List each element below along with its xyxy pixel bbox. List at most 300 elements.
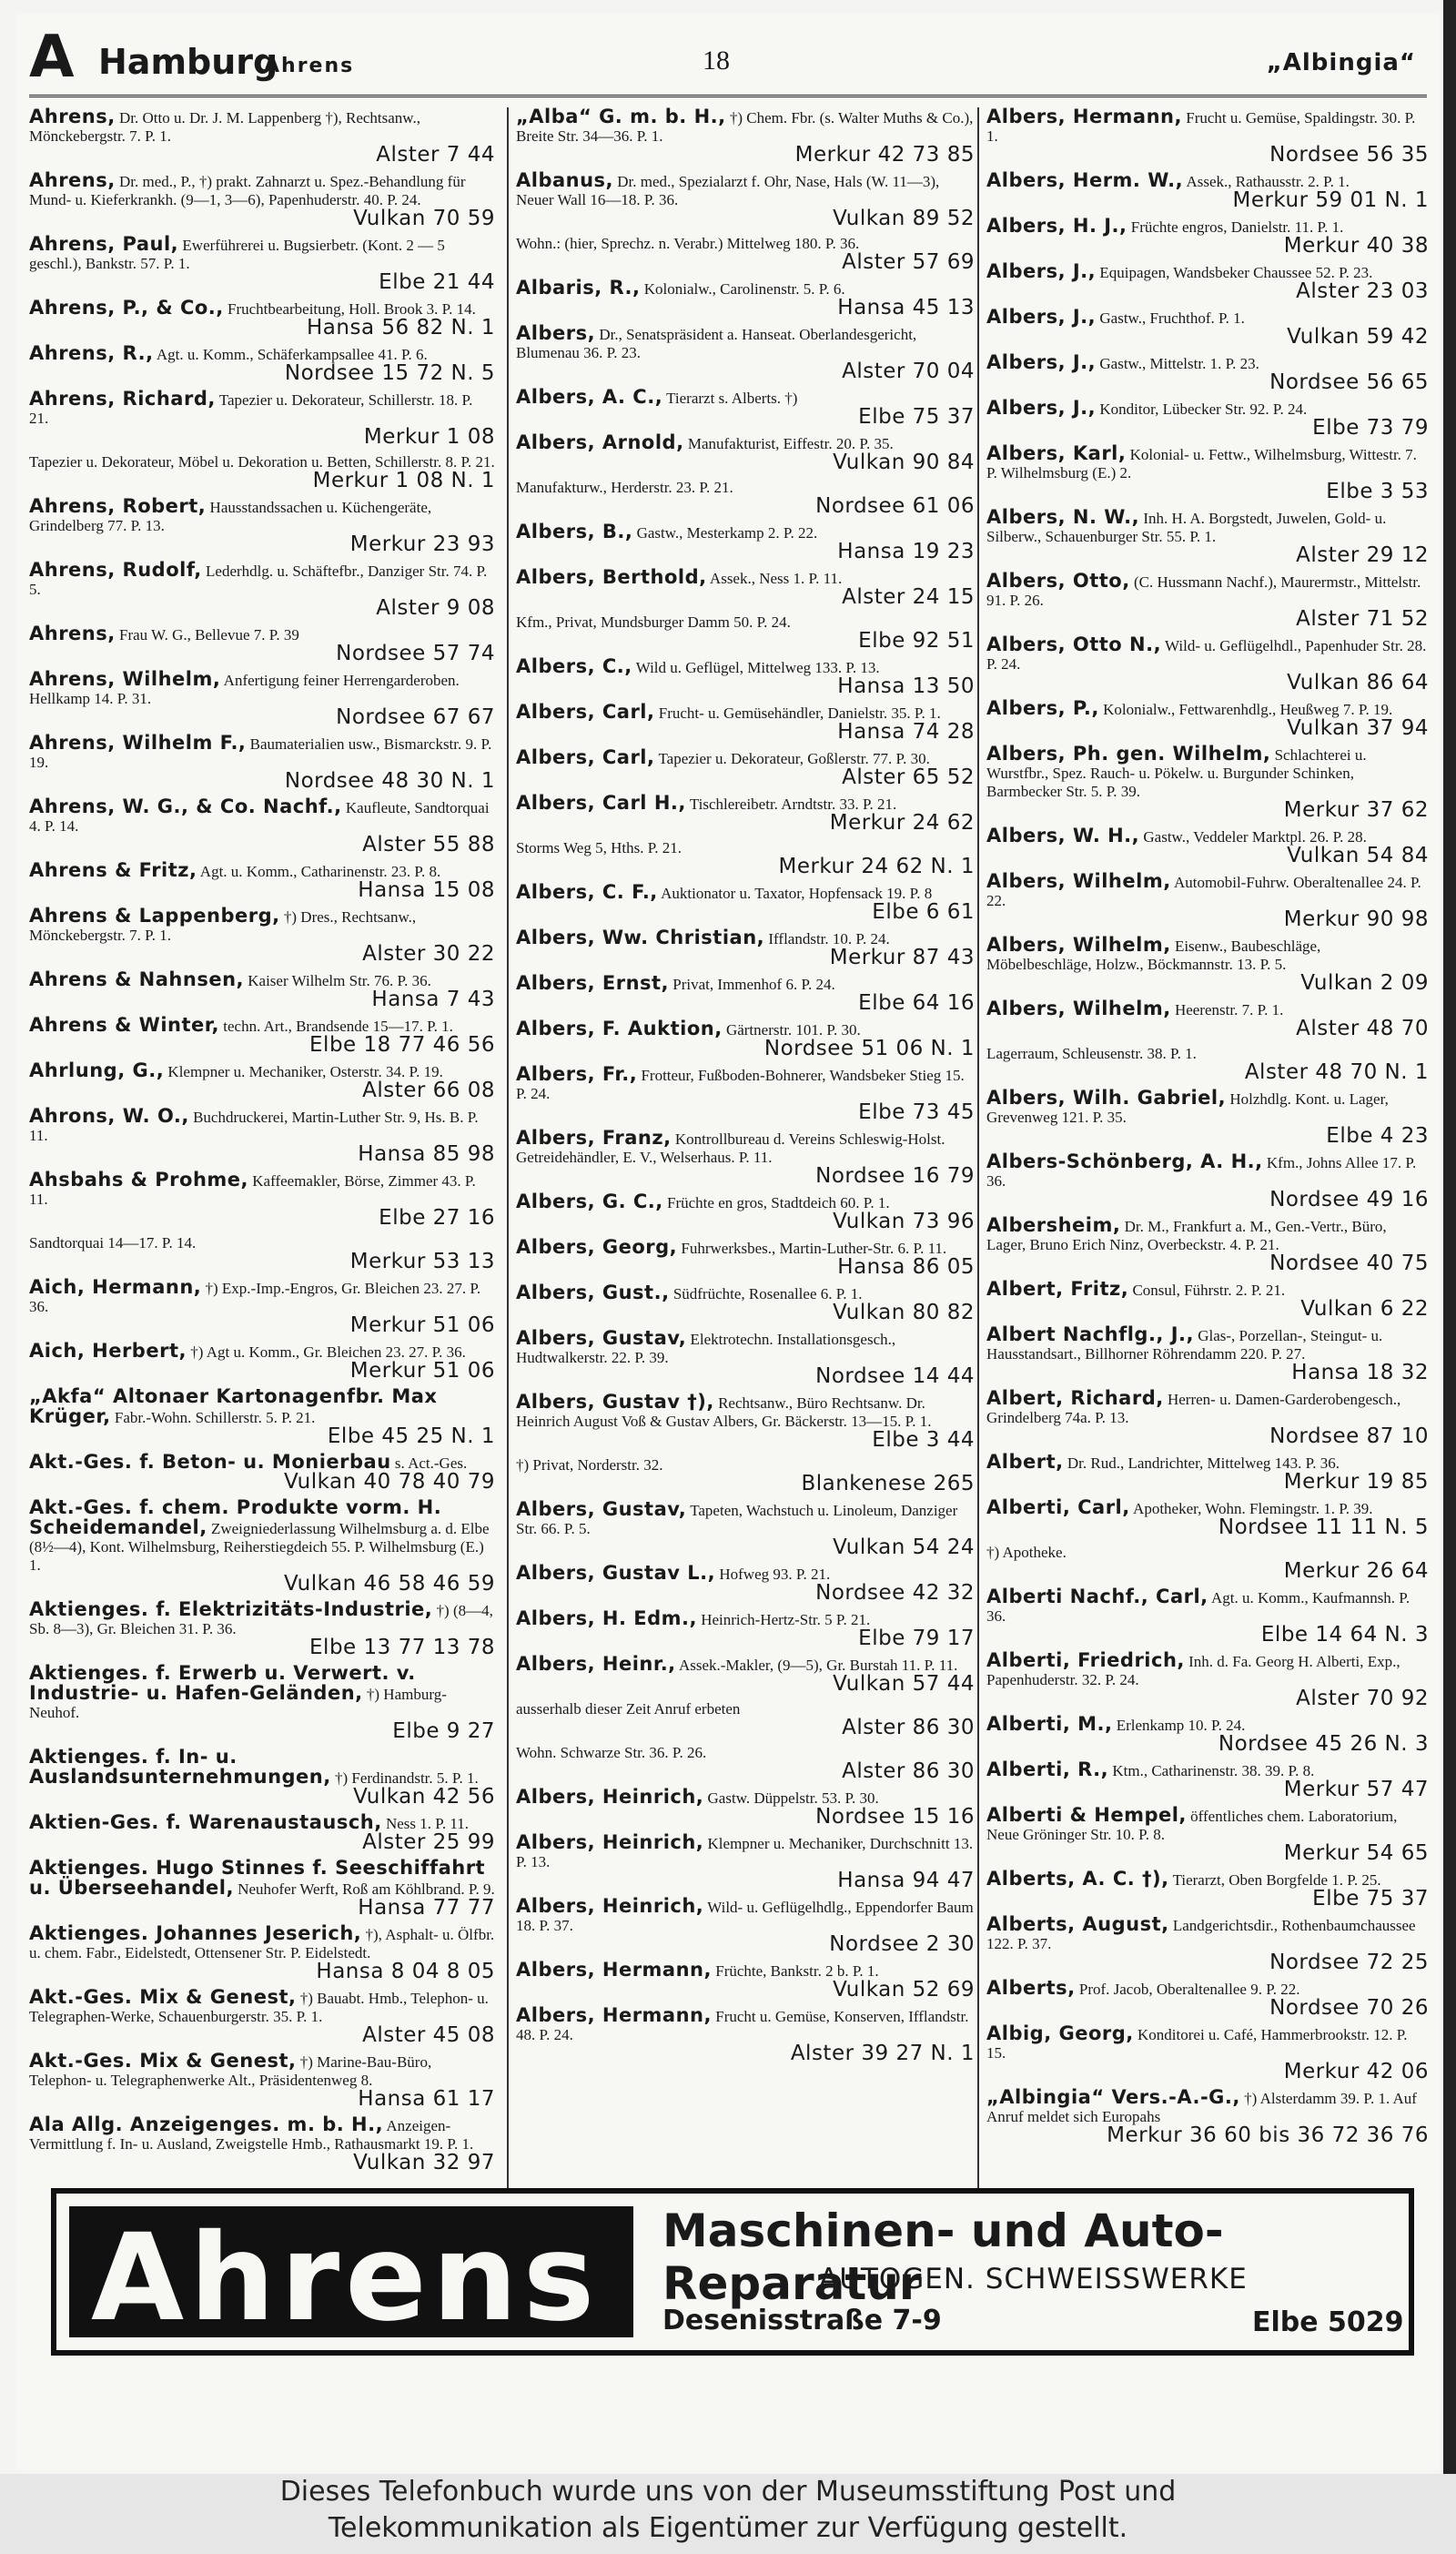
listing-entry bbox=[516, 1063, 975, 1124]
entry-phone: Merkur 53 13 bbox=[349, 1250, 495, 1273]
listing-entry bbox=[516, 1498, 975, 1559]
entry-phone: Merkur 59 01 N. 1 bbox=[1232, 188, 1429, 212]
entry-detail: †) Marine-Bau-Büro, Telephon- u. Telegraphenwerke Alt., Präsidentenweg 8. bbox=[29, 2053, 432, 2089]
entry-phone: Merkur 19 85 bbox=[1283, 1470, 1429, 1494]
entry-detail: Frucht- u. Gemüsehändler, Danielstr. 35. P. 1. bbox=[658, 704, 941, 722]
entry-phone: Nordsee 61 06 bbox=[815, 494, 975, 518]
entry-phone: Nordsee 56 65 bbox=[1269, 370, 1429, 394]
entry-detail: Fruchtbearbeitung, Holl. Brook 3. P. 14. bbox=[228, 300, 476, 318]
listing-entry bbox=[29, 1811, 495, 1854]
entry-name: Ahsbahs & Prohme, bbox=[29, 1169, 249, 1191]
entry-detail: Schlachterei u. Wurstfbr., Spez. Rauch- u. Pökelw. u. Burgunder Schinken, Barmbecker Str. 5. P. 39. bbox=[986, 746, 1367, 800]
entry-phone: Elbe 92 51 bbox=[858, 629, 975, 653]
page-header bbox=[29, 24, 1427, 97]
entry-detail: Herren- u. Damen-Garderobengesch., Grindelberg 74a. P. 13. bbox=[986, 1391, 1401, 1426]
listing-entry bbox=[986, 999, 1429, 1038]
entry-name: Albers, Ernst, bbox=[516, 972, 670, 994]
listing-entry bbox=[986, 1387, 1429, 1448]
listing-entry bbox=[29, 1496, 495, 1596]
listing-entry bbox=[986, 306, 1429, 349]
entry-phone: Alster 24 15 bbox=[842, 585, 975, 609]
entry-name: Albers, P., bbox=[986, 697, 1099, 719]
listing-entry bbox=[516, 881, 975, 924]
footer-line-2: Telekommunikation als Eigentümer zur Verfügung gestellt. bbox=[328, 2512, 1128, 2544]
entry-detail: Fabr.-Wohn. Schillerstr. 5. P. 21. bbox=[114, 1409, 316, 1426]
entry-phone: Nordsee 15 16 bbox=[815, 1805, 975, 1829]
entry-phone: Elbe 75 37 bbox=[1312, 1887, 1429, 1910]
entry-detail: Ness 1. P. 11. bbox=[385, 1815, 469, 1832]
entry-name: Ahrens, Wilhelm, bbox=[29, 668, 221, 690]
entry-phone: Alster 29 12 bbox=[1296, 543, 1429, 567]
entry-detail: Kfm., Privat, Mundsburger Damm 50. P. 24. bbox=[516, 613, 791, 631]
entry-phone: Alster 57 69 bbox=[842, 250, 975, 274]
entry-detail: Privat, Immenhof 6. P. 24. bbox=[672, 976, 835, 993]
entry-detail: s. Act.-Ges. bbox=[394, 1454, 468, 1472]
entry-phone: Elbe 13 77 13 78 bbox=[309, 1636, 495, 1659]
entry-detail: Consul, Führstr. 2. P. 21. bbox=[1132, 1282, 1286, 1299]
entry-phone: Nordsee 70 26 bbox=[1269, 1996, 1429, 2020]
entry-name: Albers, G. C., bbox=[516, 1191, 663, 1212]
entry-detail: Elektrotechn. Installationsgesch., Hudtwalkerstr. 22. P. 39. bbox=[516, 1331, 896, 1366]
entry-name: Ahrens, Robert, bbox=[29, 495, 207, 517]
entry-detail: Dr. Rud., Landrichter, Mittelweg 143. P. 36. bbox=[1067, 1454, 1340, 1472]
entry-detail: Lagerraum, Schleusenstr. 38. P. 1. bbox=[986, 1045, 1197, 1062]
entry-name: Ahrens, bbox=[29, 107, 116, 127]
entry-phone: Merkur 42 06 bbox=[1283, 2060, 1429, 2083]
entry-phone: Merkur 1 08 N. 1 bbox=[312, 469, 495, 492]
listing-entry bbox=[516, 928, 975, 967]
entry-detail: Agt. u. Komm., Kaufmannsh. P. 36. bbox=[986, 1589, 1410, 1625]
listing-entry bbox=[516, 1283, 975, 1322]
listing-entry bbox=[516, 839, 975, 876]
listing-entry bbox=[29, 1340, 495, 1383]
entry-name: Albers, Fr., bbox=[516, 1063, 638, 1085]
listing-entry bbox=[986, 351, 1429, 394]
entry-name: Albers, H. Edm., bbox=[516, 1607, 697, 1629]
entry-detail: Frotteur, Fußboden-Bohnerer, Wandsbeker Stieg 15. P. 24. bbox=[516, 1067, 965, 1102]
entry-detail: †) Exp.-Imp.-Engros, Gr. Bleichen 23. 27. P. 36. bbox=[29, 1280, 481, 1315]
entry-detail: Hausstandssachen u. Küchengeräte, Grindelberg 77. P. 13. bbox=[29, 499, 432, 534]
footer-note bbox=[0, 2474, 1456, 2554]
entry-detail: Baumaterialien usw., Bismarckstr. 9. P. 19. bbox=[29, 735, 492, 771]
entry-detail: Kaufleute, Sandtorquai 4. P. 14. bbox=[29, 799, 490, 835]
entry-detail: Konditor, Lübecker Str. 92. P. 24. bbox=[1099, 400, 1308, 418]
ad-brand: Ahrens bbox=[91, 2208, 601, 2348]
entry-name: Albers, Wilh. Gabriel, bbox=[986, 1087, 1227, 1109]
entry-name: „Albingia“ Vers.-A.-G., bbox=[986, 2086, 1240, 2108]
entry-name: Albers, Carl, bbox=[516, 746, 655, 768]
listing-entry bbox=[516, 1327, 975, 1388]
entry-phone: Hansa 45 13 bbox=[837, 296, 975, 319]
entry-detail: Agt. u. Komm., Schäferkampsallee 41. P. 6. bbox=[156, 346, 428, 363]
entry-phone: Elbe 3 44 bbox=[872, 1428, 975, 1452]
listing-entry bbox=[986, 1045, 1429, 1084]
entry-phone: Merkur 24 62 N. 1 bbox=[778, 855, 975, 878]
listing-entry bbox=[29, 1986, 495, 2047]
entry-phone: Alster 7 44 bbox=[376, 143, 495, 167]
entry-phone: Vulkan 54 24 bbox=[833, 1535, 975, 1559]
entry-detail: Kaiser Wilhelm Str. 76. P. 36. bbox=[248, 972, 431, 989]
entry-detail: Anzeigen-Vermittlung f. In- u. Ausland, Zweigstelle Hmb., Rathausmarkt 19. P. 1. bbox=[29, 2117, 474, 2153]
listing-entry bbox=[986, 1278, 1429, 1321]
entry-phone: Elbe 79 17 bbox=[858, 1627, 975, 1650]
entry-phone: Alster 30 22 bbox=[362, 942, 495, 966]
listing-entry bbox=[986, 697, 1429, 740]
entry-phone: Merkur 26 64 bbox=[1283, 1559, 1429, 1583]
entry-phone: Alster 70 04 bbox=[842, 360, 975, 383]
entry-name: Ahrens, R., bbox=[29, 342, 154, 364]
entry-name: Albers, Otto, bbox=[986, 570, 1130, 592]
entry-detail: P. 24. bbox=[387, 191, 421, 208]
entry-name: Albers, B., bbox=[516, 521, 633, 542]
entry-phone: Vulkan 59 42 bbox=[1287, 325, 1429, 349]
entry-detail: †) Alsterdamm 39. P. 1. Auf Anruf meldet sich Europahs bbox=[986, 2090, 1417, 2125]
entry-phone: Merkur 1 08 bbox=[363, 425, 495, 449]
entry-detail: Rechtsanw., Büro Rechtsanw. Dr. Heinrich August Voß & Gustav Albers, Gr. Bäckerstr. 13—15. P. 1. bbox=[516, 1394, 932, 1430]
entry-name: „Akfa“ Altonaer Kartonagenfbr. Max Krüger, bbox=[29, 1385, 438, 1427]
entry-name: Albers, Wilhelm, bbox=[986, 870, 1171, 892]
entry-name: Albers, Heinrich, bbox=[516, 1895, 704, 1917]
entry-name: Albers, Franz, bbox=[516, 1127, 672, 1149]
entry-name: Alberti, Carl, bbox=[986, 1496, 1130, 1518]
entry-detail: Südfrüchte, Rosenallee 6. P. 1. bbox=[672, 1285, 863, 1302]
entry-detail: Gastw. Düppelstr. 53. P. 30. bbox=[707, 1789, 879, 1807]
entry-name: Albers, C., bbox=[516, 655, 632, 677]
listing-entry bbox=[29, 2115, 495, 2172]
entry-name: Albers, J., bbox=[986, 306, 1097, 328]
entry-phone: Merkur 57 47 bbox=[1283, 1778, 1429, 1801]
entry-phone: Nordsee 87 10 bbox=[1269, 1424, 1429, 1448]
entry-phone: Merkur 23 93 bbox=[349, 532, 495, 556]
entry-phone: Nordsee 16 79 bbox=[815, 1164, 975, 1188]
entry-name: Ahrlung, G., bbox=[29, 1059, 165, 1081]
entry-phone: Nordsee 42 32 bbox=[815, 1581, 975, 1605]
listing-entry bbox=[516, 1744, 975, 1783]
entry-detail: Wohn.: (hier, Sprechz. n. Verabr.) Mittelweg 180. P. 36. bbox=[516, 235, 860, 252]
listing-entry bbox=[516, 1607, 975, 1650]
entry-detail: Storms Weg 5, Hths. P. 21. bbox=[516, 839, 682, 856]
entry-detail: Wild- u. Geflügelhdlg., Eppendorfer Baum 18. P. 37. bbox=[516, 1899, 974, 1934]
listing-entry bbox=[986, 1804, 1429, 1865]
entry-phone: Alster 25 99 bbox=[362, 1830, 495, 1854]
entry-phone: Nordsee 45 26 N. 3 bbox=[1218, 1732, 1429, 1756]
entry-phone: Alster 65 52 bbox=[842, 765, 975, 789]
page-number: 18 bbox=[703, 46, 730, 76]
entry-name: Ahrens, Paul, bbox=[29, 233, 179, 255]
entry-detail: Auktionator u. Taxator, Hopfensack 19. P. 8 bbox=[661, 885, 933, 902]
entry-name: Albers, J., bbox=[986, 260, 1097, 282]
listing-entry bbox=[986, 1586, 1429, 1647]
entry-phone: Vulkan 32 97 bbox=[353, 2151, 495, 2174]
listing-entry bbox=[986, 1152, 1429, 1209]
entry-phone: Hansa 85 98 bbox=[358, 1142, 495, 1166]
entry-detail: †) Agt u. Komm., Gr. Bleichen 23. 27. P. 36. bbox=[190, 1343, 466, 1361]
entry-name: Albers, Heinrich, bbox=[516, 1831, 704, 1853]
listing-entry bbox=[986, 1451, 1429, 1494]
entry-phone: Nordsee 51 06 N. 1 bbox=[763, 1037, 975, 1060]
entry-phone: Hansa 94 47 bbox=[837, 1869, 975, 1892]
listing-entry bbox=[516, 746, 975, 789]
listing-entry bbox=[986, 506, 1429, 567]
listing-entry bbox=[516, 655, 975, 698]
entry-phone: Merkur 37 62 bbox=[1283, 798, 1429, 822]
entry-detail: Neuhofer Werft, Roß am Köhlbrand. P. 9. bbox=[238, 1880, 495, 1898]
entry-detail: Heerenstr. 7. P. 1. bbox=[1174, 1001, 1284, 1019]
listing-entry bbox=[986, 260, 1429, 303]
entry-detail: Tapezier u. Dekorateur, Goßlerstr. 77. P. 30. bbox=[658, 750, 930, 767]
listing-entry bbox=[516, 972, 975, 1015]
ad-service: Maschinen- und Auto-Reparatur bbox=[662, 2204, 1224, 2310]
listing-entry bbox=[516, 1786, 975, 1829]
entry-phone: Blankenese 265 bbox=[801, 1472, 975, 1495]
entry-name: Alberts, August, bbox=[986, 1913, 1169, 1935]
entry-phone: Nordsee 2 30 bbox=[829, 1932, 975, 1956]
entry-detail: Assek.-Makler, (9—5), Gr. Burstah 11. P. 11. bbox=[678, 1657, 958, 1674]
listing-entry bbox=[516, 235, 975, 274]
entry-phone: Elbe 4 23 bbox=[1326, 1124, 1429, 1148]
entry-detail: Wild u. Geflügel, Mittelweg 133. P. 13. bbox=[635, 659, 880, 676]
entry-phone: Nordsee 67 67 bbox=[336, 705, 495, 729]
entry-name: Ahrens, Rudolf, bbox=[29, 559, 202, 581]
entry-name: Alberti, M., bbox=[986, 1713, 1113, 1735]
listing-entry bbox=[986, 743, 1429, 822]
entry-phone: Nordsee 49 16 bbox=[1269, 1188, 1429, 1211]
entry-name: Albers, Gustav †), bbox=[516, 1391, 714, 1413]
entry-detail: †) Chem. Fbr. (s. Walter Muths & Co.), Breite Str. 34—36. P. 1. bbox=[516, 109, 974, 145]
entry-name: Ahrens, P., & Co., bbox=[29, 297, 224, 319]
entry-detail: Erlenkamp 10. P. 24. bbox=[1116, 1717, 1246, 1734]
listing-entry bbox=[516, 171, 975, 228]
entry-phone: Nordsee 11 11 N. 5 bbox=[1218, 1515, 1429, 1539]
entry-phone: Vulkan 90 84 bbox=[833, 451, 975, 474]
entry-phone: Elbe 9 27 bbox=[392, 1719, 495, 1743]
entry-name: Albers, Wilhelm, bbox=[986, 934, 1171, 956]
entry-detail: Gärtnerstr. 101. P. 30. bbox=[725, 1021, 861, 1039]
entry-detail: Manufakturw., Herderstr. 23. P. 21. bbox=[516, 479, 733, 496]
listing-entry bbox=[986, 1870, 1429, 1908]
entry-detail: techn. Art., Brandsende 15—17. P. 1. bbox=[223, 1018, 453, 1035]
entry-name: Albers, Carl H., bbox=[516, 792, 686, 814]
listing-entry bbox=[29, 624, 495, 663]
entry-detail: Kolonial- u. Fettw., Wilhelmsburg, Wittestr. 7. P. Wilhelmsburg (E.) 2. bbox=[986, 446, 1417, 481]
listing-entry bbox=[29, 1276, 495, 1337]
entry-phone: Vulkan 70 59 bbox=[353, 207, 495, 230]
listing-entry bbox=[29, 1746, 495, 1809]
entry-phone: Hansa 8 04 8 05 bbox=[316, 1960, 495, 1983]
entry-detail: Lederhdlg. u. Schäftefbr., Danziger Str. 74. P. 5. bbox=[29, 562, 488, 598]
listing-entry bbox=[516, 613, 975, 653]
entry-name: Aktienges. Hugo Stinnes f. Seeschiffahrt u. Überseehandel, bbox=[29, 1857, 486, 1899]
entry-name: Ahrens & Fritz, bbox=[29, 859, 197, 881]
listing-entry bbox=[516, 386, 975, 429]
listing-entry bbox=[516, 279, 975, 317]
entry-name: Albers, W. H., bbox=[986, 825, 1140, 846]
entry-phone: Merkur 42 73 85 bbox=[794, 143, 975, 167]
entry-phone: Nordsee 72 25 bbox=[1269, 1951, 1429, 1974]
listing-entry bbox=[516, 1895, 975, 1956]
scan-edge bbox=[1443, 0, 1456, 2474]
entry-phone: Hansa 86 05 bbox=[837, 1255, 975, 1279]
entry-phone: Vulkan 46 58 46 59 bbox=[283, 1572, 495, 1596]
listing-entry bbox=[29, 388, 495, 449]
entry-phone: Alster 39 27 N. 1 bbox=[790, 2042, 975, 2065]
listing-entry bbox=[516, 479, 975, 518]
entry-phone: Elbe 14 64 N. 3 bbox=[1260, 1623, 1429, 1647]
entry-phone: Elbe 27 16 bbox=[379, 1206, 495, 1230]
entry-detail: Sandtorquai 14—17. P. 14. bbox=[29, 1234, 197, 1252]
entry-phone: Vulkan 2 09 bbox=[1300, 971, 1429, 995]
entry-phone: Elbe 75 37 bbox=[858, 405, 975, 429]
entry-detail: Manufakturist, Eiffestr. 20. P. 35. bbox=[687, 435, 894, 452]
listing-entry bbox=[986, 107, 1429, 167]
entry-detail: Prof. Jacob, Oberaltenallee 9. P. 22. bbox=[1078, 1981, 1300, 1998]
entry-detail: Tierarzt s. Alberts. †) bbox=[666, 390, 798, 407]
entry-detail: Gastw., Mesterkamp 2. P. 22. bbox=[636, 524, 818, 542]
listing-entry bbox=[29, 1169, 495, 1230]
entry-detail: Früchte, Bankstr. 2 b. P. 1. bbox=[715, 1962, 879, 1980]
listing-entry bbox=[986, 1713, 1429, 1756]
directory-page bbox=[16, 13, 1440, 2470]
entry-name: Aich, Hermann, bbox=[29, 1276, 202, 1298]
entry-name: Albers, J., bbox=[986, 397, 1097, 419]
entry-phone: Elbe 73 45 bbox=[858, 1100, 975, 1124]
entry-detail: Frucht u. Gemüse, Konserven, Ifflandstr. 48. P. 24. bbox=[516, 2008, 969, 2043]
entry-detail: †) Bauabt. Hmb., Telephon- u. Telegraphen-Werke, Schauenburgerstr. 35. P. 1. bbox=[29, 1990, 489, 2025]
entry-detail: Inh. H. A. Borgstedt, Juwelen, Gold- u. Silberw., Schauenburger Str. 55. P. 1. bbox=[986, 510, 1387, 545]
entry-phone: Vulkan 54 84 bbox=[1287, 844, 1429, 867]
listing-entry bbox=[516, 522, 975, 561]
entry-detail: Gastw., Veddeler Marktpl. 26. P. 28. bbox=[1143, 828, 1367, 846]
listing-entry bbox=[986, 169, 1429, 212]
entry-phone: Merkur 51 06 bbox=[349, 1313, 495, 1337]
entry-name: Akt.-Ges. Mix & Genest, bbox=[29, 1986, 297, 2008]
listing-entry bbox=[29, 2050, 495, 2111]
entry-detail: Apotheker, Wohn. Flemingstr. 1. P. 39. bbox=[1133, 1500, 1373, 1517]
listing-entry bbox=[516, 322, 975, 383]
entry-detail: Gastw., Mittelstr. 1. P. 23. bbox=[1099, 355, 1259, 372]
listing-entry bbox=[29, 1061, 495, 1100]
listing-entry bbox=[986, 397, 1429, 440]
listing-entry bbox=[986, 870, 1429, 931]
entry-name: Albert, bbox=[986, 1451, 1064, 1473]
entry-detail: Kolonialw., Fettwarenhdlg., Heußweg 7. P. 19. bbox=[1103, 701, 1393, 718]
entry-detail: Landgerichtsdir., Rothenbaumchaussee 122. P. 37. bbox=[986, 1917, 1416, 1952]
listing-entry bbox=[29, 1451, 495, 1494]
entry-detail: Tischlereibetr. Arndtstr. 33. P. 21. bbox=[689, 796, 897, 813]
entry-detail: Dr., Senatspräsident a. Hanseat. Oberlandesgericht, Blumenau 36. P. 23. bbox=[516, 326, 917, 361]
entry-detail: Assek., Ness 1. P. 11. bbox=[709, 570, 843, 587]
city-title: Hamburg bbox=[98, 42, 278, 82]
entry-name: Ahrens, W. G., & Co. Nachf., bbox=[29, 796, 342, 817]
entry-detail: Buchdruckerei, Martin-Luther Str. 9, Hs. B. P. 11. bbox=[29, 1109, 479, 1144]
entry-phone: Alster 23 03 bbox=[1296, 279, 1429, 303]
listing-entry bbox=[516, 107, 975, 167]
entry-name: Ahrens, Wilhelm F., bbox=[29, 732, 247, 754]
entry-detail: †) Apotheke. bbox=[986, 1544, 1067, 1561]
advertisement bbox=[51, 2188, 1414, 2356]
listing-entry bbox=[516, 1391, 975, 1452]
listing-entry bbox=[516, 1653, 975, 1696]
entry-phone: Merkur 24 62 bbox=[829, 811, 975, 835]
listing-entry bbox=[29, 1385, 495, 1448]
entry-phone: Vulkan 6 22 bbox=[1300, 1297, 1429, 1321]
listing-entry bbox=[516, 701, 975, 744]
entry-name: Albanus, bbox=[516, 169, 614, 191]
entry-phone: Alster 86 30 bbox=[842, 1716, 975, 1739]
entry-phone: Hansa 19 23 bbox=[837, 540, 975, 563]
column-2 bbox=[507, 107, 975, 2237]
entry-name: Albers, Hermann, bbox=[986, 107, 1182, 127]
entry-name: Aich, Herbert, bbox=[29, 1340, 187, 1362]
entry-name: Alberti, Friedrich, bbox=[986, 1649, 1185, 1671]
entry-phone: Vulkan 80 82 bbox=[833, 1301, 975, 1324]
entry-detail: Früchte en gros, Stadtdeich 60. P. 1. bbox=[667, 1194, 890, 1211]
listing-entry bbox=[516, 431, 975, 474]
listing-entry bbox=[516, 1562, 975, 1605]
entry-detail: †) Dres., Rechtsanw., Mönckebergstr. 7. P. 1. bbox=[29, 908, 417, 944]
listing-entry bbox=[29, 107, 495, 167]
listing-entry bbox=[986, 1760, 1429, 1799]
entry-phone: Vulkan 37 94 bbox=[1287, 716, 1429, 740]
entry-name: Ahrons, W. O., bbox=[29, 1105, 189, 1127]
entry-detail: Zweigniederlassung Wilhelmsburg a. d. Elbe (8½—4), Kont. Wilhelmsburg, Reiherstiegdeich 55. P. Wilhelmsburg (E.) 1. bbox=[29, 1520, 490, 1574]
listing-entry bbox=[29, 297, 495, 340]
entry-phone: Vulkan 57 44 bbox=[833, 1672, 975, 1696]
listing-entry bbox=[29, 233, 495, 294]
entry-name: Albers, Ww. Christian, bbox=[516, 927, 765, 948]
listing-entry bbox=[986, 2086, 1429, 2147]
listing-entry bbox=[986, 1651, 1429, 1708]
listing-entry bbox=[516, 1959, 975, 2002]
listing-entry bbox=[29, 1924, 495, 1981]
entry-phone: Elbe 64 16 bbox=[858, 991, 975, 1015]
listing-entry bbox=[986, 215, 1429, 258]
entry-detail: Holzhdlg. Kont. u. Lager, Grevenweg 121. P. 35. bbox=[986, 1090, 1389, 1126]
listing-entry bbox=[29, 1857, 495, 1920]
entry-phone: Alster 9 08 bbox=[376, 596, 495, 620]
entry-phone: Merkur 40 38 bbox=[1283, 234, 1429, 258]
entry-phone: Nordsee 15 72 N. 5 bbox=[284, 361, 495, 385]
entry-name: Albers, Berthold, bbox=[516, 566, 707, 588]
entry-name: Albers, Hermann, bbox=[516, 2004, 712, 2026]
listing-entry bbox=[29, 1105, 495, 1166]
entry-phone: Hansa 13 50 bbox=[837, 674, 975, 698]
entry-phone: Hansa 74 28 bbox=[837, 720, 975, 744]
entry-phone: Hansa 7 43 bbox=[371, 988, 495, 1011]
entry-name: Albers, Otto N., bbox=[986, 633, 1162, 655]
listing-entry bbox=[29, 905, 495, 966]
ad-street: Desenisstraße 7-9 bbox=[662, 2305, 942, 2336]
listing-entry bbox=[986, 1977, 1429, 2020]
entry-detail: Tapeten, Wachstuch u. Linoleum, Danziger Str. 66. P. 5. bbox=[516, 1502, 958, 1537]
entry-phone: Nordsee 14 44 bbox=[815, 1364, 975, 1388]
entry-detail: Dr. med., P., †) prakt. Zahnarzt u. Spez.-Behandlung für Mund- u. Kieferkrankh. (9—1, 3—6), Papenhuderstr. 40. bbox=[29, 173, 466, 208]
entry-detail: †) Ferdinandstr. 5. P. 1. bbox=[334, 1769, 479, 1787]
entry-detail: Dr. med., Spezialarzt f. Ohr, Nase, Hals (W. 11—3), Neuer Wall 16—18. P. 36. bbox=[516, 173, 940, 208]
column-3 bbox=[977, 107, 1429, 2237]
entry-phone: Hansa 56 82 N. 1 bbox=[307, 316, 495, 340]
entry-detail: Dr. M., Frankfurt a. M., Gen.-Vertr., Büro, Lager, Bruno Erich Ninz, Overbeckstr. 4. P. 21. bbox=[986, 1218, 1387, 1253]
entry-phone: Merkur 90 98 bbox=[1283, 907, 1429, 931]
entry-name: Albert, Richard, bbox=[986, 1387, 1164, 1409]
entry-phone: Vulkan 52 69 bbox=[833, 1978, 975, 2002]
listing-entry bbox=[516, 1236, 975, 1279]
entry-name: Ahrens, bbox=[29, 623, 116, 644]
entry-detail: †) (8—4, Sb. 8—3), Gr. Bleichen 31. P. 36. bbox=[29, 1602, 493, 1637]
entry-detail: Anfertigung feiner Herrengarderoben. Hellkamp 14. P. 31. bbox=[29, 672, 460, 707]
entry-detail: †), Asphalt- u. Ölfbr. u. chem. Fabr., Eidelstedt, Ottensener Str. P. Eidelstedt. bbox=[29, 1926, 495, 1961]
entry-name: Albers, J., bbox=[986, 351, 1097, 373]
